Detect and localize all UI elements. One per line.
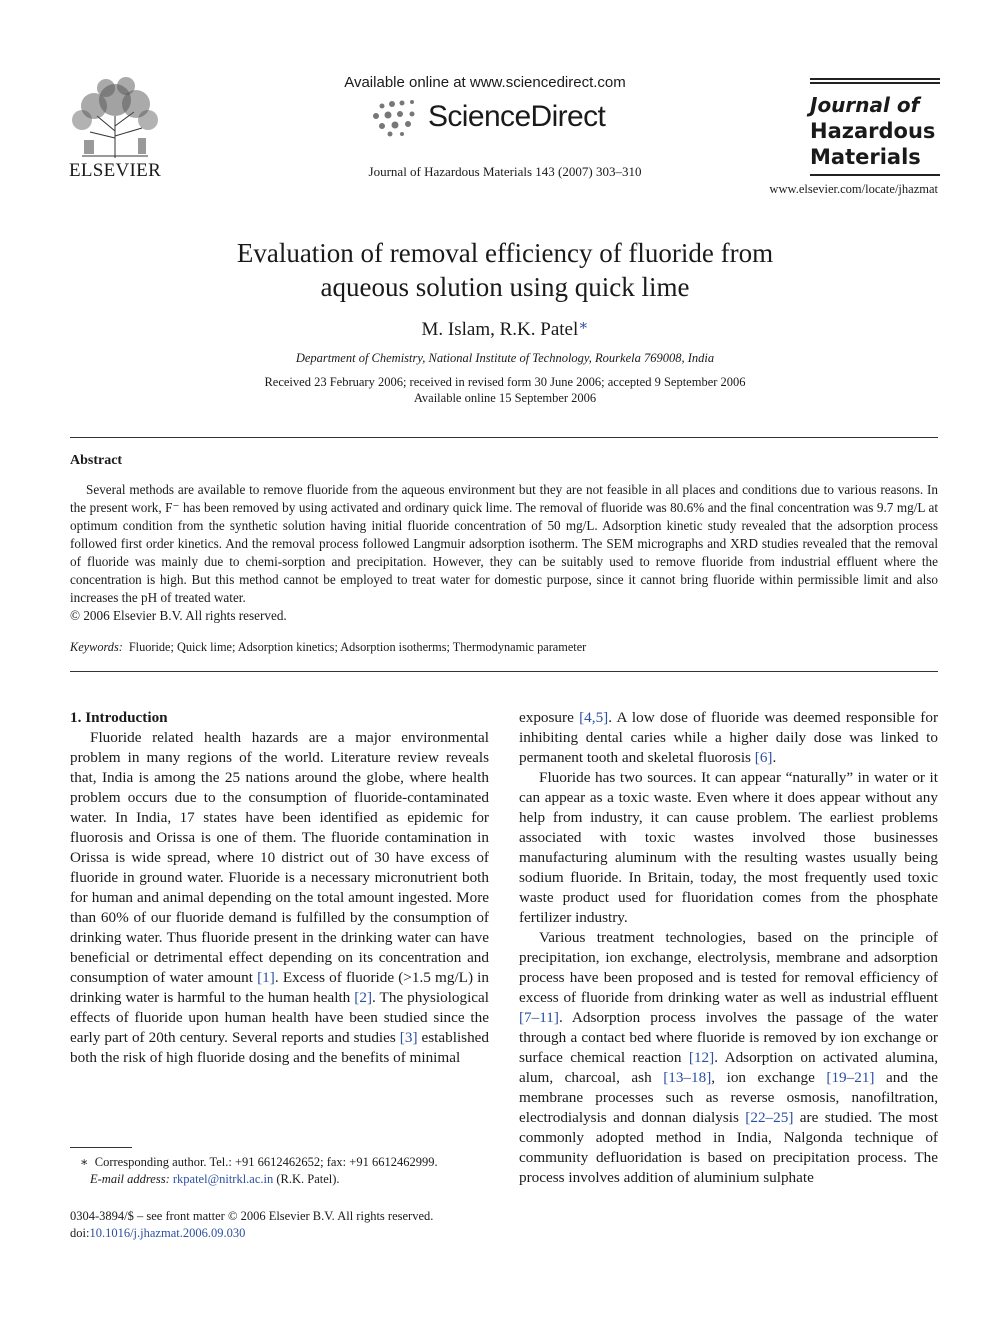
abstract-divider — [70, 671, 938, 672]
article-title: Evaluation of removal efficiency of fluoride from aqueous solution using quick lime — [236, 238, 774, 302]
citation-link[interactable]: [1] — [257, 969, 275, 986]
keywords-label: Keywords: — [70, 640, 123, 654]
publisher-name: ELSEVIER — [68, 160, 162, 181]
footnote-divider — [70, 1147, 132, 1148]
sciencedirect-wordmark: ScienceDirect — [428, 100, 606, 133]
abstract-heading: Abstract — [70, 453, 123, 468]
body-paragraph: Fluoride has two sources. It can appear “naturally” in water or it can appear as a toxic waste. Even where it does appear without any help from industry, it can cause problem. The earliest problems associated with toxic wastes involved those businesses manufacturing aluminum with the resulting wastes usually being sodium fluoride. In Britain, today, the most frequently used toxic waste product used for fluoridation comes from the phosphate fertilizer industry. — [519, 769, 938, 926]
body-right-column — [519, 708, 938, 1188]
journal-logo-rule — [810, 82, 940, 84]
citation-link[interactable]: [4,5] — [579, 709, 609, 726]
keywords — [70, 640, 938, 655]
citation-link[interactable]: [3] — [399, 1029, 418, 1046]
body-paragraph: Fluoride related health hazards are a major environmental problem in many regions of the world. Literature review reveals that, India is among the 25 nations around the globe, where health problem occurs due to the consumption of fluoride-contaminated water. In India, 17 states have been identified as epidemic for fluorosis and Orissa is one of them. The fluoride contamination in Orissa is wide spread, where 10 district out of 30 have excess of fluoride in ground water. Fluoride is a necessary micronutrient both for human and animal depending on the total amount ingested. More than 60% of our fluoride demand is fulfilled by the consumption of drinking water. Thus fluoride present in the drinking water can have beneficial or detrimental effect depending on its concentration and consumption of water amount [1]. Excess of fluoride (>1.5 mg/L) in drinking water is harmful to the human health [2]. The physiological effects of fluoride upon human health have been studied since the early part of 20th century. Several reports and studies [3] established both the risk of high fluoride dosing and the benefits of minimal — [70, 729, 490, 1066]
sciencedirect-logo[interactable] — [368, 96, 628, 140]
abstract-copyright: © 2006 Elsevier B.V. All rights reserved. — [70, 608, 287, 623]
body-left-column — [70, 708, 489, 1068]
author-affiliation: Department of Chemistry, National Institute of Technology, Rourkela 769008, India — [295, 351, 715, 365]
article-authors: M. Islam, R.K. Patel∗ — [421, 318, 589, 340]
sciencedirect-dots-icon — [368, 96, 426, 140]
header-divider — [70, 437, 938, 438]
available-online-text[interactable]: Available online at www.sciencedirect.com — [344, 74, 626, 91]
body-paragraph: exposure [4,5]. A low dose of fluoride was deemed responsible for inhibiting dental caries while a higher daily dose was linked to permanent tooth and skeletal fluorosis [6]. — [519, 709, 938, 766]
citation-link[interactable]: [19–21] — [826, 1069, 875, 1086]
issn-line: 0304-3894/$ – see front matter © 2006 Elsevier B.V. All rights reserved. — [70, 1209, 434, 1223]
journal-logo[interactable] — [810, 78, 940, 178]
journal-reference: Journal of Hazardous Materials 143 (2007) 303–310 — [368, 164, 642, 179]
author-email-link[interactable]: rkpatel@nitrkl.ac.in — [172, 1172, 274, 1186]
keywords-list: Fluoride; Quick lime; Adsorption kinetics; Adsorption isotherms; Thermodynamic parameter — [128, 640, 587, 654]
journal-logo-rule — [810, 78, 940, 80]
article-history: Received 23 February 2006; received in revised form 30 June 2006; accepted 9 September 2006 Available online 15 September 2006 — [264, 375, 746, 405]
doi-link[interactable]: 10.1016/j.jhazmat.2006.09.030 — [89, 1226, 246, 1240]
corresponding-author-footnote: ∗ Corresponding author. Tel.: +91 6612462652; fax: +91 6612462999. E-mail address: rkpatel@nitrkl.ac.in (R.K. Patel). — [80, 1155, 438, 1186]
citation-link[interactable]: [6] — [754, 749, 773, 766]
introduction-heading: 1. Introduction — [70, 709, 168, 726]
journal-url-link[interactable]: www.elsevier.com/locate/jhazmat — [769, 182, 938, 196]
citation-link[interactable]: [22–25] — [745, 1109, 794, 1126]
corresponding-author-link[interactable]: ∗ — [578, 318, 589, 334]
journal-logo-title: Journal of Hazardous Materials — [810, 93, 936, 169]
body-paragraph: Various treatment technologies, based on the principle of precipitation, ion exchange, electrolysis, membrane and adsorption process have been proposed and is tested for removal efficiency of excess of fluoride from drinking water as well as industrial effluent [7–11]. Adsorption process involves the passage of the water through a contact bed where fluoride is removed by ion exchange or surface chemical reaction [12]. Adsorption on activated alumina, alum, charcoal, ash [13–18], ion exchange [19–21] and the membrane processes such as reverse osmosis, nanofiltration, electrodialysis and donnan dialysis [22–25] are studied. The most commonly adopted method in India, Nalgonda technique of community defluoridation is based on precipitation process. The process involves addition of aluminium sulphate — [519, 929, 939, 1186]
abstract-text: Several methods are available to remove fluoride from the aqueous environment but they are not feasible in all places and conditions due to various reasons. In the present work, F⁻ has been removed by using activated and ordinary quick lime. The removal of fluoride was 80.6% and the final concentration was 9.7 mg/L at optimum condition from the synthetic solution having initial fluoride concentration of 50 mg/L. Adsorption kinetic study revealed that the adsorption process followed first order kinetics. And the removal process followed Langmuir adsorption isotherm. The SEM micrographs and XRD studies revealed that the removal of fluoride was mainly due to chemi-sorption and precipitation. However, they can be suitably used to remove fluoride from industrial effluent where the concentration is high. But this method cannot be employed to treat water for domestic purpose, since it cannot bring fluoride within permissible limit and also increases the pH of treated water. — [70, 482, 938, 605]
citation-link[interactable]: [2] — [354, 989, 373, 1006]
citation-link[interactable]: [7–11] — [519, 1009, 559, 1026]
citation-link[interactable]: [12] — [688, 1049, 715, 1066]
journal-logo-rule — [810, 174, 940, 176]
article-meta: 0304-3894/$ – see front matter © 2006 Elsevier B.V. All rights reserved. doi:10.1016/j.jhazmat.2006.09.030 — [70, 1208, 500, 1242]
citation-link[interactable]: [13–18] — [663, 1069, 712, 1086]
